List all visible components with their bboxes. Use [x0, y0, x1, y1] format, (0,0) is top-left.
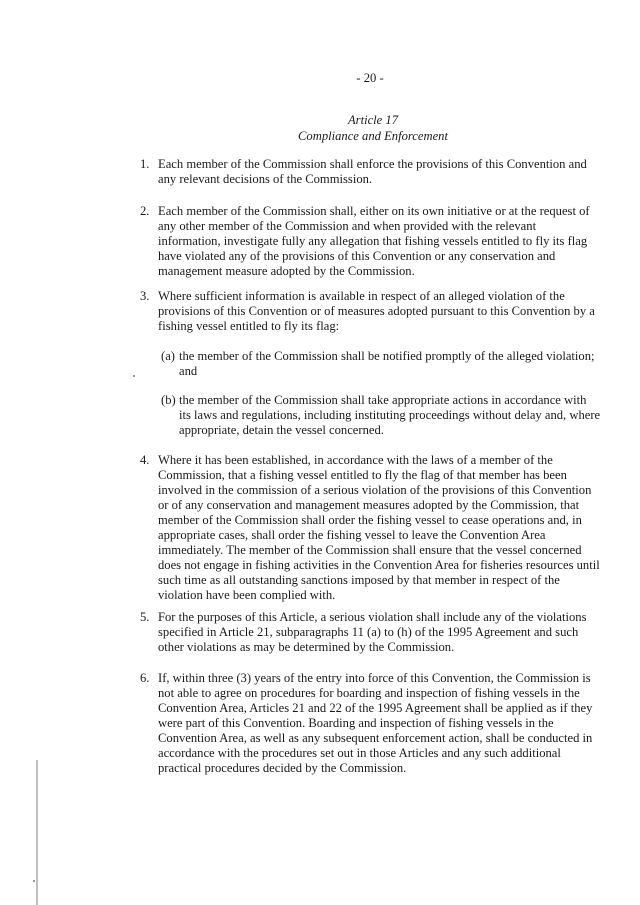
subparagraph-text: the member of the Commission shall take appropriate actions in accordance with its laws and regulations, including instituting proceedings without delay and, where appropriate, detain the vessel concerned.	[179, 393, 601, 437]
paragraph-5	[140, 610, 600, 655]
subparagraph-label: (a)	[161, 349, 175, 363]
article-heading	[0, 112, 640, 144]
paragraph-number: 3.	[140, 289, 150, 303]
paragraph-text: Each member of the Commission shall enforce the provisions of this Convention and any relevant decisions of the Commission.	[158, 157, 587, 186]
paragraph-3	[140, 289, 600, 334]
page-number: - 20 -	[356, 71, 384, 85]
paragraph-2	[140, 204, 600, 279]
article-subtitle: Compliance and Enforcement	[298, 129, 448, 143]
paragraph-text: For the purposes of this Article, a serious violation shall include any of the violations specified in Article 21, subparagraphs 11 (a) to (h) of the 1995 Agreement and such other violations as may be determined by the Commission.	[158, 610, 587, 654]
scan-edge-artifact	[36, 760, 38, 905]
paragraph-number: 2.	[140, 204, 150, 218]
subparagraph-b	[161, 393, 601, 438]
article-title: Article 17	[347, 113, 398, 127]
scan-speck	[33, 880, 35, 882]
paragraph-text: Where sufficient information is available in respect of an alleged violation of the provisions of this Convention or of measures adopted pursuant to this Convention by a fishing vessel entitled to fly its flag:	[158, 289, 595, 333]
subparagraph-a	[161, 349, 601, 379]
paragraph-text: Each member of the Commission shall, either on its own initiative or at the request of any other member of the Commission and when provided with the relevant information, investigate fully any allegation that fishing vessels entitled to fly its flag have violated any of the provisions of this Convention or any conservation and management measure adopted by the Commission.	[158, 204, 590, 278]
paragraph-number: 1.	[140, 157, 150, 171]
paragraph-number: 4.	[140, 453, 150, 467]
paragraph-number: 5.	[140, 610, 150, 624]
paragraph-4	[140, 453, 600, 603]
scan-speck	[133, 375, 135, 377]
paragraph-text: Where it has been established, in accordance with the laws of a member of the Commission, that a fishing vessel entitled to fly the flag of that member has been involved in the commission of a serious violation of the provisions of this Convention or of any conservation and management measures adopted by the Commission, that member of the Commission shall order the fishing vessel to cease operations and, in appropriate cases, shall order the fishing vessel to leave the Convention Area immediately. The member of the Commission shall ensure that the vessel concerned does not engage in fishing activities in the Convention Area for fisheries resources until such time as all outstanding sanctions imposed by that member in respect of the violation have been complied with.	[158, 453, 600, 602]
subparagraph-label: (b)	[161, 393, 176, 407]
paragraph-text: If, within three (3) years of the entry into force of this Convention, the Commission is not able to agree on procedures for boarding and inspection of fishing vessels in the Convention Area, Articles 21 and 22 of the 1995 Agreement shall be applied as if they were part of this Convention. Boarding and inspection of fishing vessels in the Convention Area, as well as any subsequent enforcement action, shall be conducted in accordance with the procedures set out in those Articles and any such additional practical procedures decided by the Commission.	[158, 671, 593, 775]
paragraph-1	[140, 157, 600, 187]
paragraph-number: 6.	[140, 671, 150, 685]
paragraph-6	[140, 671, 600, 776]
subparagraph-text: the member of the Commission shall be notified promptly of the alleged violation; and	[179, 349, 595, 378]
